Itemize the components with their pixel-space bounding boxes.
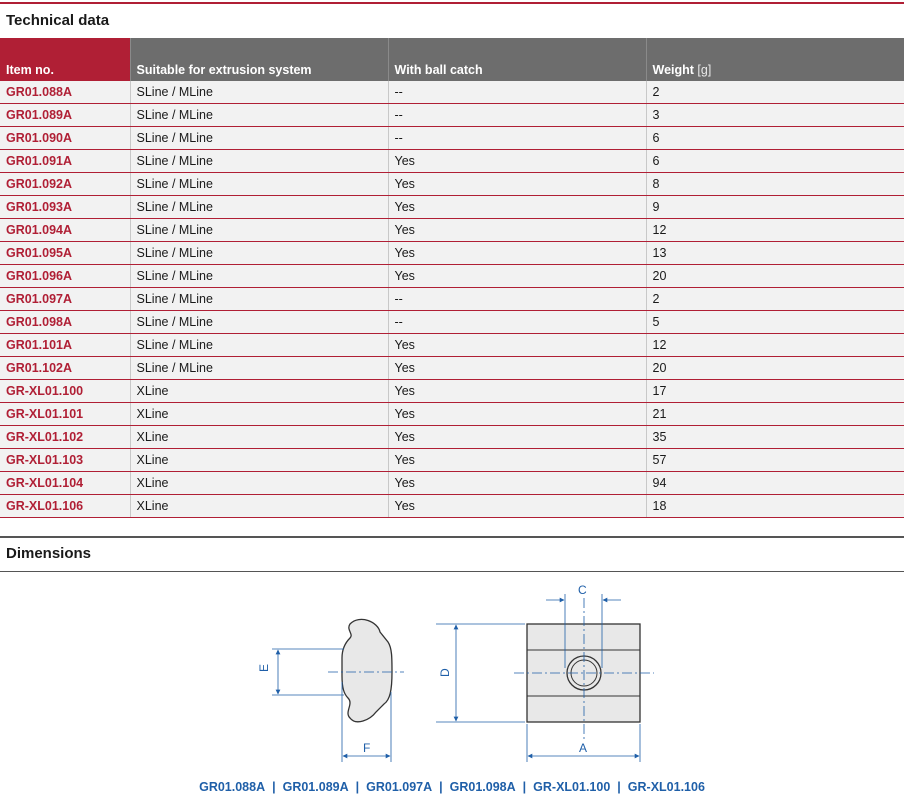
cell-system: SLine / MLine (130, 357, 388, 380)
table-row (0, 426, 904, 449)
table-row (0, 150, 904, 173)
table-row (0, 472, 904, 495)
cell-ball-catch: -- (388, 127, 646, 150)
table-row (0, 81, 904, 104)
cell-weight: 20 (646, 357, 904, 380)
weight-header-label: Weight (652, 63, 694, 77)
model-code: GR01.097A (366, 780, 433, 794)
cell-system: XLine (130, 426, 388, 449)
cell-ball-catch: Yes (388, 495, 646, 518)
cell-ball-catch: Yes (388, 449, 646, 472)
dimension-label-f: F (363, 741, 371, 755)
table-row (0, 173, 904, 196)
cell-ball-catch: -- (388, 311, 646, 334)
table-row (0, 242, 904, 265)
cell-system: SLine / MLine (130, 127, 388, 150)
dimension-label-d: D (438, 668, 452, 677)
model-separator: | (617, 780, 621, 794)
cell-system: SLine / MLine (130, 173, 388, 196)
cell-ball-catch: Yes (388, 219, 646, 242)
table-row (0, 265, 904, 288)
table-header-row (0, 38, 904, 81)
cell-item-no: GR01.096A (0, 265, 130, 288)
dimensions-top-rule (0, 536, 904, 538)
cell-weight: 9 (646, 196, 904, 219)
table-row (0, 449, 904, 472)
model-code: GR01.088A (199, 780, 266, 794)
cell-weight: 8 (646, 173, 904, 196)
cell-weight: 3 (646, 104, 904, 127)
column-header-weight (646, 38, 904, 81)
cell-ball-catch: -- (388, 81, 646, 104)
cell-item-no: GR01.094A (0, 219, 130, 242)
model-separator: | (272, 780, 276, 794)
cell-system: SLine / MLine (130, 81, 388, 104)
cell-item-no: GR01.097A (0, 288, 130, 311)
cell-system: SLine / MLine (130, 265, 388, 288)
cell-item-no: GR-XL01.102 (0, 426, 130, 449)
cell-system: XLine (130, 449, 388, 472)
cell-ball-catch: Yes (388, 472, 646, 495)
cell-item-no: GR01.098A (0, 311, 130, 334)
cell-item-no: GR01.088A (0, 81, 130, 104)
cell-system: XLine (130, 380, 388, 403)
model-code: GR01.089A (282, 780, 349, 794)
cell-weight: 21 (646, 403, 904, 426)
cell-ball-catch: Yes (388, 334, 646, 357)
cell-weight: 5 (646, 311, 904, 334)
cell-item-no: GR01.102A (0, 357, 130, 380)
column-header-system: Suitable for extrusion system (130, 38, 388, 81)
cell-weight: 17 (646, 380, 904, 403)
table-row (0, 380, 904, 403)
dimension-drawing (0, 572, 904, 780)
cell-weight: 2 (646, 288, 904, 311)
table-row (0, 311, 904, 334)
cell-item-no: GR01.092A (0, 173, 130, 196)
model-separator: | (355, 780, 360, 794)
table-row (0, 219, 904, 242)
model-code: GR01.098A (449, 780, 516, 794)
cell-system: SLine / MLine (130, 196, 388, 219)
cell-ball-catch: Yes (388, 357, 646, 380)
cell-weight: 20 (646, 265, 904, 288)
technical-data-heading: Technical data (6, 12, 110, 29)
weight-header-unit: [g] (697, 63, 712, 77)
cell-weight: 57 (646, 449, 904, 472)
technical-data-section-title (0, 0, 904, 38)
front-view (436, 583, 654, 762)
table-row (0, 196, 904, 219)
dimension-label-c: C (578, 583, 587, 597)
cell-item-no: GR01.089A (0, 104, 130, 127)
cell-system: SLine / MLine (130, 104, 388, 127)
cell-ball-catch: -- (388, 288, 646, 311)
cell-weight: 13 (646, 242, 904, 265)
cell-system: XLine (130, 472, 388, 495)
cell-item-no: GR01.095A (0, 242, 130, 265)
cell-item-no: GR-XL01.104 (0, 472, 130, 495)
cell-system: SLine / MLine (130, 219, 388, 242)
technical-data-table (0, 38, 904, 518)
dimensions-section-title (0, 536, 904, 572)
table-row (0, 334, 904, 357)
cell-weight: 2 (646, 81, 904, 104)
cell-weight: 12 (646, 334, 904, 357)
cell-item-no: GR01.091A (0, 150, 130, 173)
cell-ball-catch: Yes (388, 242, 646, 265)
dimension-label-e: E (257, 663, 271, 672)
table-row (0, 403, 904, 426)
cell-system: SLine / MLine (130, 311, 388, 334)
side-view (257, 619, 404, 762)
cell-system: SLine / MLine (130, 242, 388, 265)
cell-ball-catch: -- (388, 104, 646, 127)
cell-ball-catch: Yes (388, 265, 646, 288)
cell-item-no: GR01.090A (0, 127, 130, 150)
cell-item-no: GR-XL01.101 (0, 403, 130, 426)
model-separator: | (439, 780, 443, 794)
table-header (0, 38, 904, 81)
cell-item-no: GR-XL01.106 (0, 495, 130, 518)
cell-ball-catch: Yes (388, 150, 646, 173)
cell-item-no: GR01.093A (0, 196, 130, 219)
cell-system: SLine / MLine (130, 334, 388, 357)
section-top-rule (0, 2, 904, 4)
model-code: GR-XL01.100 (533, 780, 611, 794)
cell-ball-catch: Yes (388, 403, 646, 426)
cell-weight: 6 (646, 150, 904, 173)
cell-weight: 12 (646, 219, 904, 242)
table-row (0, 104, 904, 127)
model-separator: | (522, 780, 527, 794)
cell-item-no: GR-XL01.103 (0, 449, 130, 472)
cell-system: XLine (130, 495, 388, 518)
cell-system: XLine (130, 403, 388, 426)
cell-weight: 6 (646, 127, 904, 150)
applicable-models-caption (0, 780, 904, 800)
cell-ball-catch: Yes (388, 380, 646, 403)
table-row (0, 495, 904, 518)
table-body (0, 81, 904, 518)
cell-system: SLine / MLine (130, 150, 388, 173)
cell-weight: 18 (646, 495, 904, 518)
cell-ball-catch: Yes (388, 196, 646, 219)
cell-item-no: GR-XL01.100 (0, 380, 130, 403)
side-view-outline (342, 619, 392, 721)
model-code: GR-XL01.106 (627, 780, 705, 794)
cell-item-no: GR01.101A (0, 334, 130, 357)
table-row (0, 357, 904, 380)
column-header-item-no: Item no. (0, 38, 130, 81)
table-row (0, 288, 904, 311)
cell-system: SLine / MLine (130, 288, 388, 311)
cell-weight: 94 (646, 472, 904, 495)
table-row (0, 127, 904, 150)
cell-weight: 35 (646, 426, 904, 449)
dimensions-heading: Dimensions (6, 545, 92, 562)
dimension-label-a: A (579, 741, 588, 755)
column-header-ball-catch: With ball catch (388, 38, 646, 81)
cell-ball-catch: Yes (388, 173, 646, 196)
cell-ball-catch: Yes (388, 426, 646, 449)
